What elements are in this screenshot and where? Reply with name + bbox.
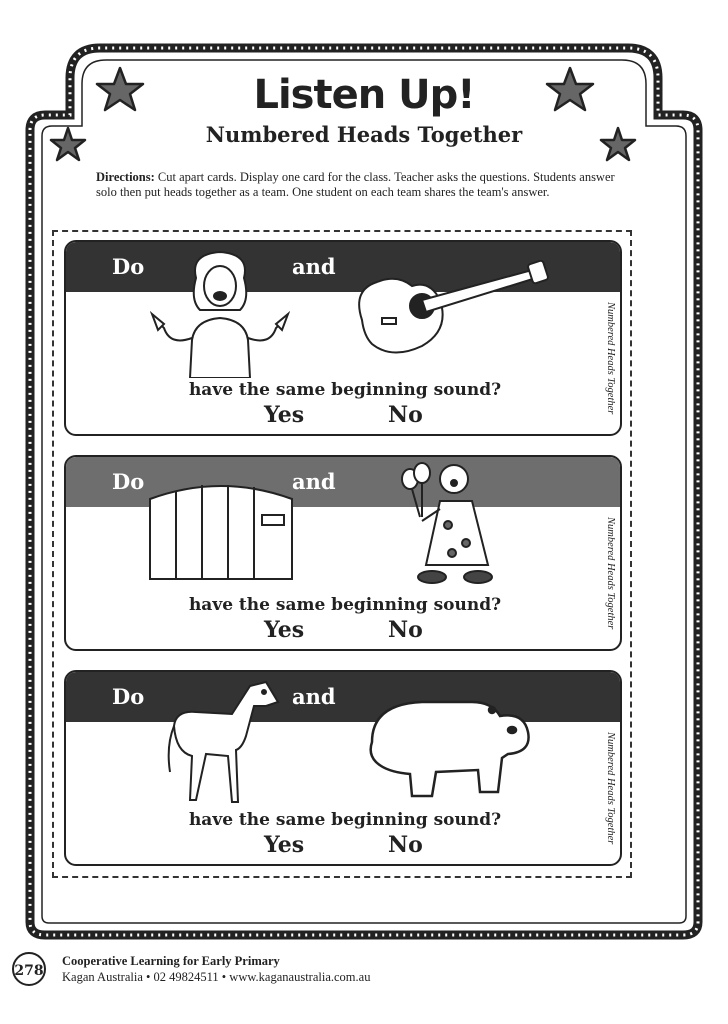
question-card-3 <box>64 670 622 866</box>
yes-option[interactable]: Yes <box>264 402 305 428</box>
card-and-label: and <box>292 684 336 709</box>
card-question: have the same beginning sound? <box>188 380 502 400</box>
card-side-label: Numbered Heads Together <box>605 302 616 415</box>
card-do-label: Do <box>112 254 145 279</box>
directions-label: Directions: <box>96 170 155 184</box>
no-option[interactable]: No <box>388 402 423 428</box>
card-side-label: Numbered Heads Together <box>605 517 616 630</box>
yes-option[interactable]: Yes <box>264 832 305 858</box>
card-header-band <box>66 672 620 722</box>
card-and-label: and <box>292 469 336 494</box>
no-option[interactable]: No <box>388 617 423 643</box>
woman-shrugging-icon <box>150 250 290 378</box>
question-card-1 <box>64 240 622 436</box>
card-question: have the same beginning sound? <box>188 595 502 615</box>
yes-option[interactable]: Yes <box>264 617 305 643</box>
no-option[interactable]: No <box>388 832 423 858</box>
page-subtitle: Numbered Heads Together <box>205 122 523 147</box>
card-question: have the same beginning sound? <box>188 810 502 830</box>
hippo-icon <box>362 692 532 804</box>
question-card-2 <box>64 455 622 651</box>
card-side-label: Numbered Heads Together <box>605 732 616 845</box>
guitar-icon <box>352 260 552 360</box>
directions <box>96 170 616 200</box>
page-number: 278 <box>12 952 46 986</box>
clown-with-balloons-icon <box>396 461 496 589</box>
page-title: Listen Up! <box>253 72 475 118</box>
gate-icon <box>146 479 296 581</box>
card-and-label: and <box>292 254 336 279</box>
directions-text: Cut apart cards. Display one card for the class. Teacher asks the questions. Students answer solo then put heads together as a team. One student on each team shares the team's answer. <box>96 170 615 199</box>
book-title: Cooperative Learning for Early Primary <box>62 954 280 968</box>
horse-icon <box>166 676 282 808</box>
publisher-contact: Kagan Australia • 02 49824511 • www.kaganaustralia.com.au <box>62 970 371 984</box>
card-do-label: Do <box>112 469 145 494</box>
card-do-label: Do <box>112 684 145 709</box>
